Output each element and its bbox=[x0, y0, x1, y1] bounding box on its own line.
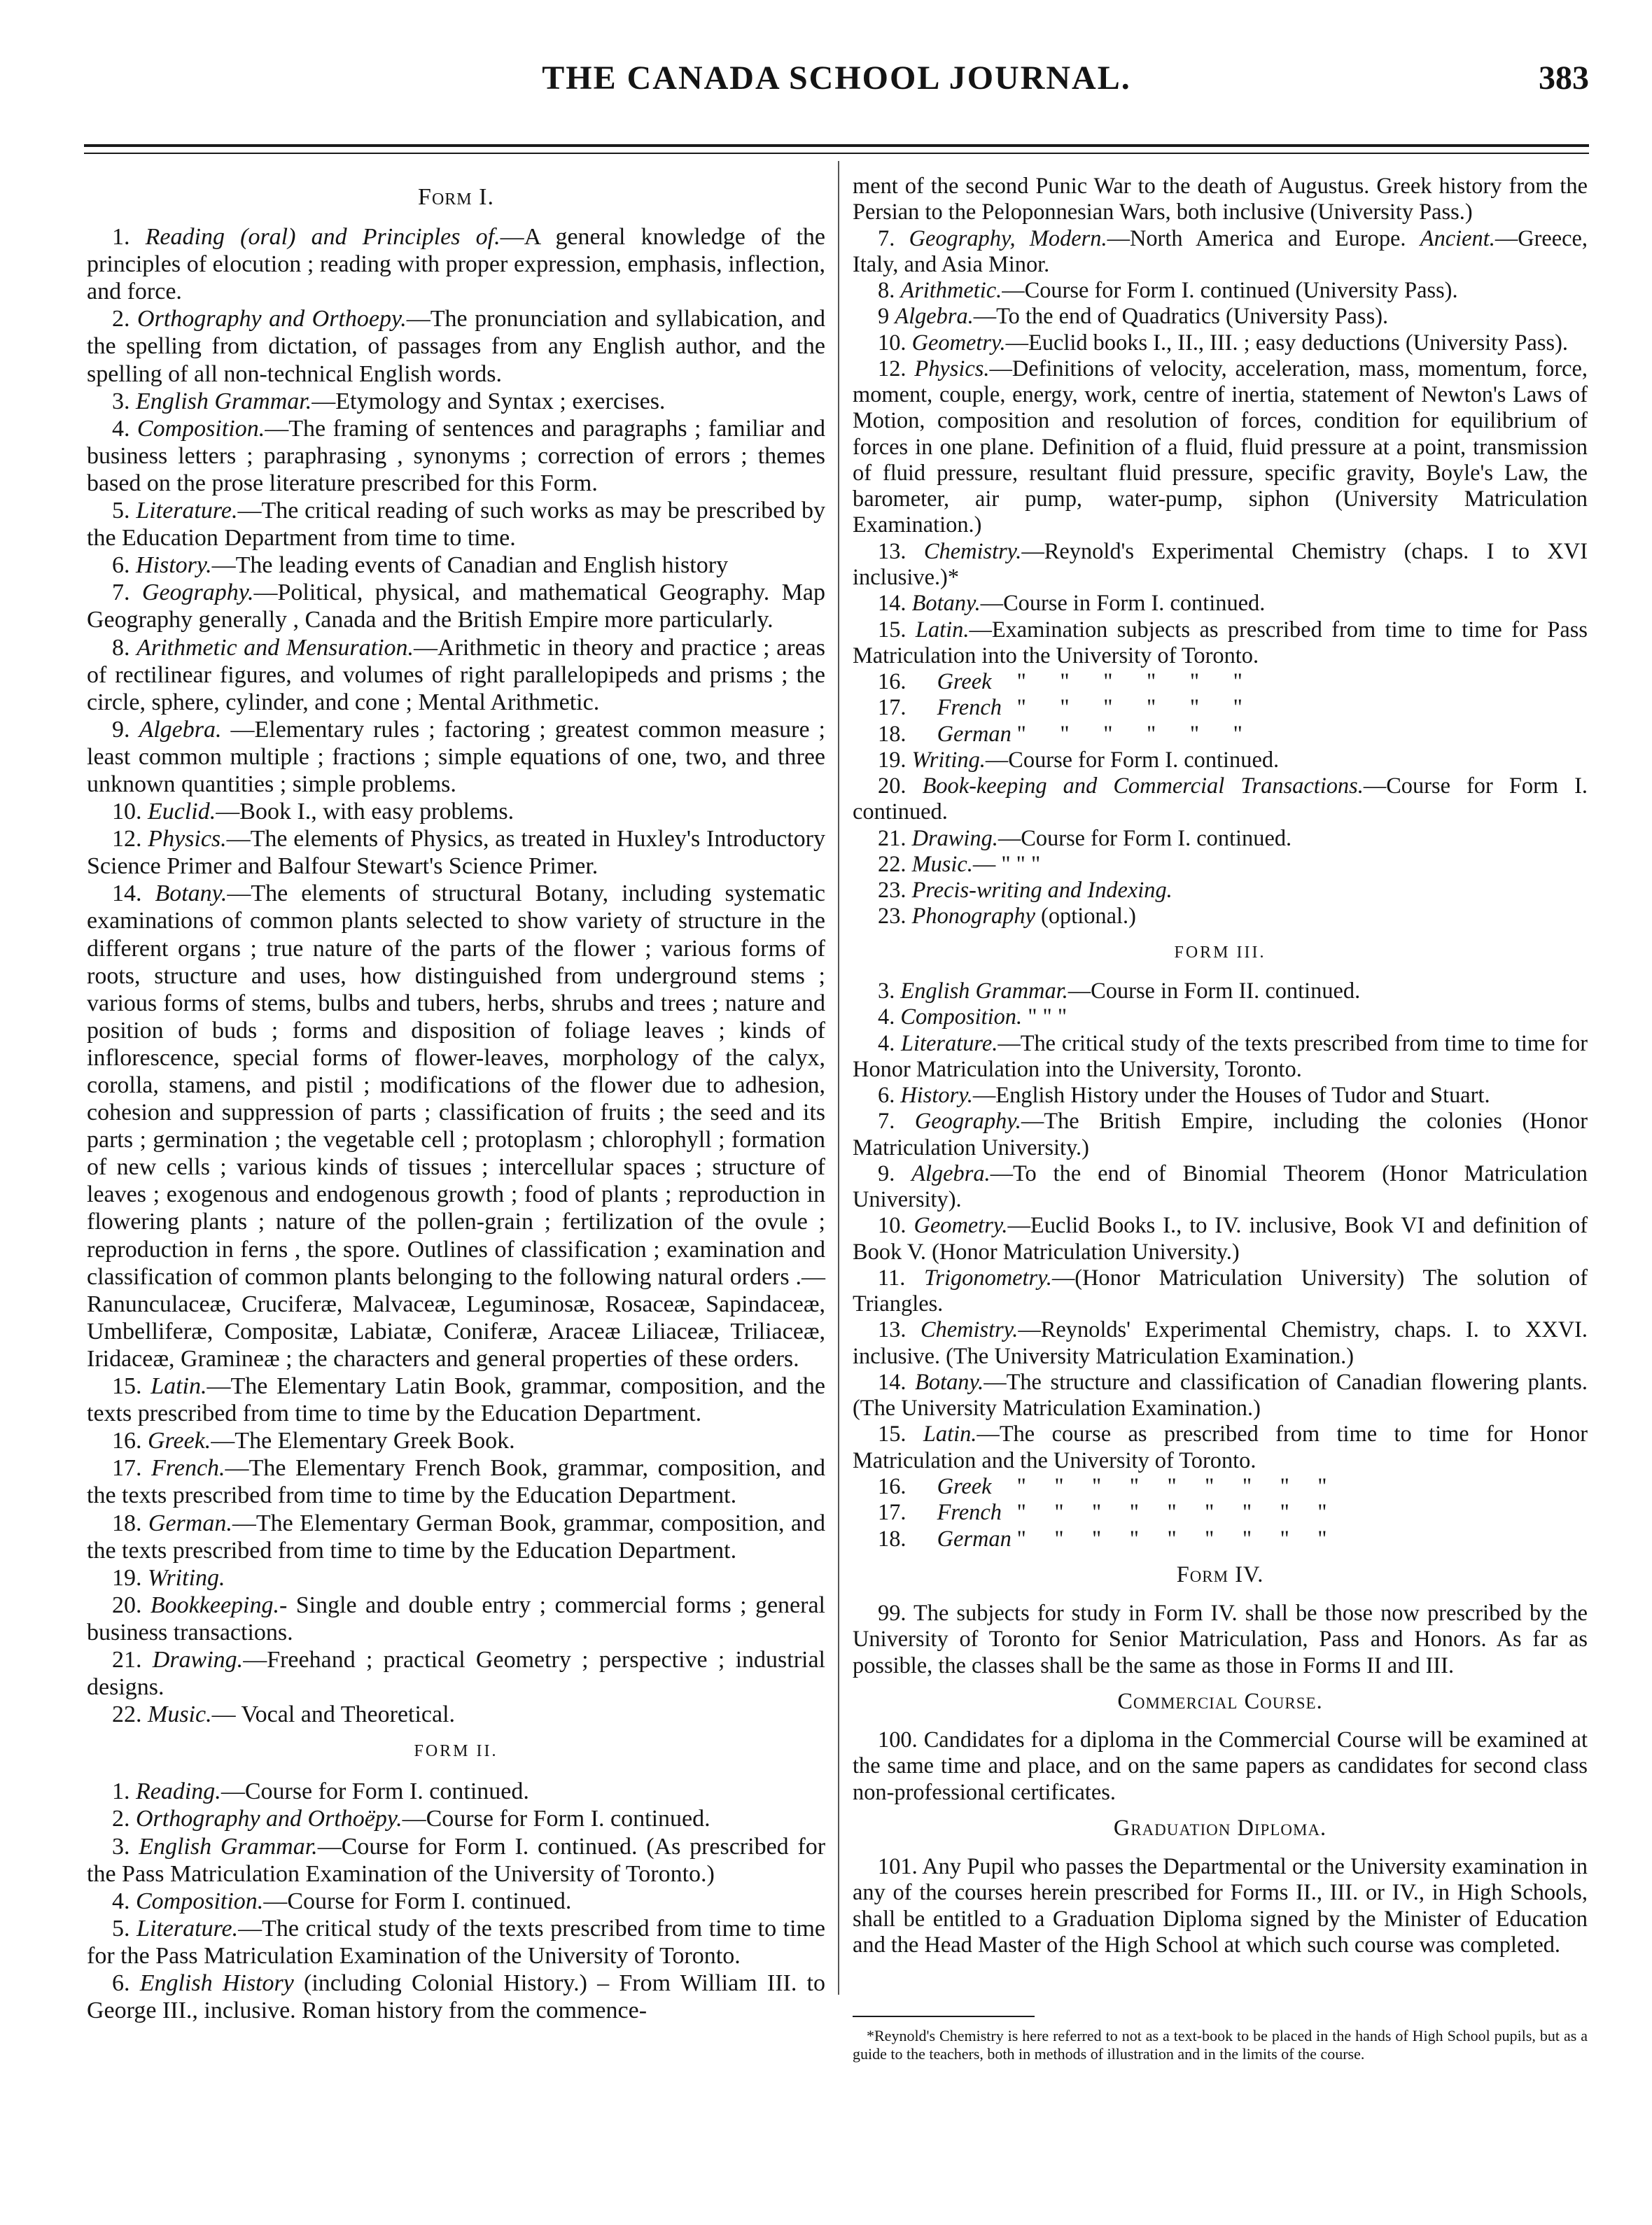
item-number: 4. bbox=[878, 1030, 895, 1056]
item-text: —North America and Europe. bbox=[1107, 225, 1420, 251]
commercial-text: 100. Candidates for a diploma in the Commercial Course will be examined at the same time and place, and on the same papers as candidates for second class non-professional certificates. bbox=[853, 1727, 1588, 1805]
item-number: 21. bbox=[878, 825, 906, 851]
list-item bbox=[87, 1592, 825, 1646]
item-text: —Course in Form II. continued. bbox=[1068, 978, 1361, 1004]
item-subject: Orthography and Orthoëpy. bbox=[136, 1806, 402, 1832]
item-subject: Physics. bbox=[148, 826, 227, 852]
footnote bbox=[853, 2027, 1588, 2063]
item-subject: Drawing. bbox=[152, 1646, 244, 1673]
item-text: - Single and double entry ; commercial forms ; general business transactions. bbox=[87, 1592, 825, 1645]
item-text: —Course for Form I. continued. bbox=[997, 825, 1292, 851]
item-subject: Book-keeping and Commercial Transactions. bbox=[922, 773, 1364, 799]
item-number: 1. bbox=[112, 224, 130, 251]
form4-text: 99. The subjects for study in Form IV. shall be those now prescribed by the University of Toronto for Senior Matriculation, Pass and Honors. As far as possible, the classes shall be the same as those in Forms II and III. bbox=[853, 1601, 1588, 1678]
list-item bbox=[853, 226, 1588, 279]
item-subject: Composition. bbox=[136, 415, 265, 442]
item-text: —Definitions of velocity, acceleration, mass, momentum, force, moment, couple, energy, work, centre of inertia, statement of Newton's Laws of Motion, composition and resolution of forces, condition for equilibrium of forces in one plane. Definition of a fluid, fluid pressure at a point, transmission of fluid pressure, resultant fluid pressure, specific gravity, Boyle's Law, the barometer, air pump, water-pump, siphon (University Matriculation Examination.) bbox=[853, 356, 1588, 538]
ditto-marks: " " " " " " bbox=[1016, 695, 1242, 721]
item-subject: Geometry. bbox=[911, 330, 1006, 356]
list-item bbox=[87, 716, 825, 798]
header-rule-thin bbox=[84, 153, 1589, 154]
item-subject-secondary: Ancient. bbox=[1420, 225, 1495, 251]
list-item bbox=[87, 1646, 825, 1701]
list-item bbox=[853, 304, 1588, 330]
ditto-row bbox=[853, 1526, 1588, 1552]
item-subject: German. bbox=[148, 1510, 232, 1536]
item-text: —Euclid Books I., to IV. inclusive, Book VI and definition of Book V. (Honor Matriculation University.) bbox=[853, 1213, 1588, 1265]
form4-heading: Form IV. bbox=[1176, 1561, 1264, 1587]
item-text: —To the end of Binomial Theorem (Honor Matriculation University). bbox=[853, 1160, 1588, 1213]
item-subject: Phonography bbox=[911, 904, 1035, 929]
item-text: —The critical study of the texts prescribed from time to time for Honor Matriculation into the University, Toronto. bbox=[853, 1030, 1588, 1082]
item-number: 7. bbox=[878, 225, 895, 251]
item-subject: Latin. bbox=[150, 1373, 207, 1400]
list-item bbox=[87, 1454, 825, 1509]
item-subject: Literature. bbox=[136, 498, 238, 524]
list-item bbox=[87, 552, 825, 579]
item-subject: Geography. bbox=[141, 580, 254, 606]
ditto-marks: " " " " " " " " " bbox=[1016, 1474, 1327, 1500]
item-subject: English Grammar. bbox=[900, 978, 1068, 1004]
page-number: 383 bbox=[1539, 59, 1589, 97]
form3-list bbox=[853, 978, 1588, 1474]
item-subject: Botany. bbox=[915, 1369, 984, 1395]
item-text: —Etymology and Syntax ; exercises. bbox=[312, 388, 666, 414]
list-item bbox=[853, 1213, 1588, 1265]
item-text: —Course for Form I. continued. (As prescribed for the Pass Matriculation Examination of the University of Toronto.) bbox=[87, 1833, 826, 1887]
item-subject: English History bbox=[139, 1970, 294, 1996]
list-item bbox=[87, 1701, 825, 1728]
list-item bbox=[87, 305, 825, 387]
item-subject: Writing. bbox=[148, 1564, 225, 1591]
list-item bbox=[853, 1004, 1588, 1030]
item-text: —The Elementary Latin Book, grammar, composition, and the texts prescribed from time to time by the Education Department. bbox=[87, 1373, 825, 1427]
item-subject: French bbox=[937, 695, 1002, 721]
form1-list bbox=[87, 223, 825, 1728]
item-subject: History. bbox=[900, 1083, 973, 1109]
item-number: 14. bbox=[112, 880, 142, 907]
item-text: —The Elementary French Book, grammar, composition, and the texts prescribed from time to time by the Education Department. bbox=[87, 1455, 825, 1509]
page-header bbox=[84, 52, 1589, 108]
item-text: —Course for Form I. continued. bbox=[853, 773, 1588, 825]
list-item bbox=[87, 1564, 825, 1592]
item-number: 10. bbox=[112, 799, 142, 825]
item-number: 16. bbox=[112, 1428, 142, 1454]
item-subject: Composition. bbox=[900, 1004, 1023, 1030]
item-text-secondary: —Greece, Italy, and Asia Minor. bbox=[853, 225, 1588, 277]
item-subject: Literature. bbox=[136, 1915, 239, 1942]
item-number: 7. bbox=[878, 1109, 895, 1135]
item-text: —Euclid books I., II., III. ; easy deductions (University Pass). bbox=[1005, 330, 1568, 356]
item-number: 19. bbox=[878, 747, 906, 773]
item-number: 22. bbox=[878, 851, 906, 877]
item-number: 16. bbox=[878, 1474, 906, 1500]
graduation-text: 101. Any Pupil who passes the Departmental or the University examination in any of the courses herein prescribed for Forms II., III. or IV., in High Schools, shall be entitled to a Graduation Diploma signed by the Minister of Education and the Head Master of the High School at which such course was completed. bbox=[853, 1854, 1588, 1958]
item-number: 23. bbox=[878, 878, 906, 904]
item-number: 14. bbox=[878, 1369, 906, 1395]
list-item bbox=[87, 1427, 825, 1454]
item-subject: Geometry. bbox=[913, 1213, 1008, 1239]
ditto-row bbox=[853, 1474, 1588, 1500]
item-subject: Latin. bbox=[915, 617, 969, 643]
item-number: 23. bbox=[878, 904, 906, 929]
list-item bbox=[87, 1373, 825, 1427]
item-text: —The elements of structural Botany, including systematic examinations of common plants selected to show variety of structure in the different organs ; true nature of the parts of the flower ; various forms of roots, structure and uses, how distinguished from underground stems ; various forms of stems, bulbs and tubers, herbs, shrubs and trees ; nature and position of buds ; forms and disposition of foliage leaves ; kinds of inflorescence, special forms of flower-leaves, morphology of the calyx, corolla, stamens, and pistil ; modifications of the flower due to adhesion, cohesion and suppression of parts ; classification of fruits ; the seed and its parts ; germination ; the vegetable cell ; protoplasm ; chlorophyll ; formation of new cells ; various kinds of tissues ; intercellular spaces ; structure of leaves ; exogenous and endogenous growth ; food of plants ; reproduction in flowering plants ; nature of the pollen-grain ; fertilization of the ovule ; reproduction in ferns , the spore. Outlines of classification ; examination and classification of common plants belonging to the following natural orders .—Ranunculaceæ, Cruciferæ, Malvaceæ, Leguminosæ, Rosaceæ, Sapindaceæ, Umbelliferæ, Compositæ, Labiatæ, Coniferæ, Araceæ Liliaceæ, Triliaceæ, Iridaceæ, Gramineæ ; the characters and general properties of these orders. bbox=[87, 880, 825, 1372]
item-text: — " " " bbox=[972, 851, 1041, 877]
list-item bbox=[853, 878, 1588, 904]
list-item bbox=[87, 634, 825, 716]
list-item bbox=[853, 852, 1588, 878]
ditto-row bbox=[853, 669, 1588, 695]
item-number: 9. bbox=[878, 1160, 895, 1186]
list-item bbox=[853, 539, 1588, 591]
list-item bbox=[853, 978, 1588, 1004]
item-text: —A general knowledge of the principles of elocution ; reading with proper expression, emphasis, inflection, and force. bbox=[87, 224, 825, 305]
item-subject: Botany. bbox=[911, 591, 981, 617]
item-subject: Chemistry. bbox=[920, 1317, 1018, 1343]
item-text: —Political, physical, and mathematical Geography. Map Geography generally , Canada and the British Empire more particularly. bbox=[87, 580, 826, 633]
item-number: 9. bbox=[112, 716, 130, 743]
list-item bbox=[853, 1109, 1588, 1161]
item-number: 8. bbox=[878, 278, 895, 304]
item-number: 12. bbox=[878, 356, 906, 381]
item-text: —The pronunciation and syllabication, and the spelling from dictation, of passages from any English author, and the spelling of all non-technical English words. bbox=[87, 306, 825, 387]
item-text: —Course for Form I. continued (University Pass). bbox=[1002, 278, 1458, 304]
item-text: —The Elementary Greek Book. bbox=[211, 1428, 515, 1454]
list-item bbox=[853, 1161, 1588, 1214]
journal-title: THE CANADA SCHOOL JOURNAL. bbox=[542, 59, 1131, 97]
header-rule-thick bbox=[84, 144, 1589, 147]
list-item bbox=[853, 747, 1588, 773]
form2-list bbox=[87, 1778, 825, 2024]
item-subject: Algebra. bbox=[895, 304, 974, 330]
item-number: 6. bbox=[878, 1083, 895, 1109]
list-item bbox=[853, 330, 1588, 356]
list-item bbox=[853, 826, 1588, 852]
item-subject: Writing. bbox=[911, 747, 986, 773]
item-subject: Literature. bbox=[901, 1030, 998, 1056]
item-subject: Greek bbox=[937, 1474, 992, 1500]
ditto-rows-form3 bbox=[853, 1474, 1588, 1552]
ditto-row bbox=[853, 1500, 1588, 1526]
list-item bbox=[853, 1317, 1588, 1370]
item-number: 13. bbox=[878, 1317, 906, 1343]
item-number: 15. bbox=[112, 1373, 142, 1400]
item-subject: Physics. bbox=[914, 356, 990, 381]
item-subject: Reading. bbox=[136, 1778, 221, 1805]
item-number: 16. bbox=[878, 669, 906, 695]
list-item bbox=[853, 1265, 1588, 1318]
list-item bbox=[87, 1805, 825, 1832]
item-number: 3. bbox=[112, 1833, 130, 1860]
item-subject: Greek bbox=[937, 669, 992, 695]
list-item bbox=[87, 415, 825, 497]
list-item bbox=[87, 1833, 825, 1888]
item-text: —The elements of Physics, as treated in Huxley's Introductory Science Primer and Balfour Stewart's Science Primer. bbox=[87, 826, 826, 880]
list-item bbox=[87, 1888, 825, 1915]
item-number: 7. bbox=[112, 580, 130, 606]
form2-list-continued bbox=[853, 226, 1588, 670]
item-subject: Greek. bbox=[148, 1428, 211, 1454]
item-text: —The leading events of Canadian and English history bbox=[211, 552, 729, 579]
item-number: 4. bbox=[878, 1004, 895, 1030]
graduation-heading: Graduation Diploma. bbox=[1113, 1815, 1327, 1841]
item-text: —Examination subjects as prescribed from time to time for Pass Matriculation into the University of Toronto. bbox=[853, 617, 1588, 668]
commercial-heading: Commercial Course. bbox=[1117, 1688, 1323, 1714]
item-subject: Geography, Modern. bbox=[909, 225, 1107, 251]
item-subject: History. bbox=[136, 552, 212, 579]
item-text: —Course for Form I. continued. bbox=[402, 1806, 710, 1832]
footnote-text: *Reynold's Chemistry is here referred to not as a text-book to be placed in the hands of High School pupils, but as a guide to the teachers, both in methods of illustration and in the limits of the course. bbox=[853, 2027, 1588, 2063]
item-number: 3. bbox=[878, 978, 895, 1004]
item-number: 20. bbox=[878, 773, 906, 799]
item-text: —Reynold's Experimental Chemistry (chaps. I to XVI inclusive.)* bbox=[853, 538, 1588, 590]
list-item bbox=[87, 497, 825, 552]
item-text: —To the end of Quadratics (University Pass). bbox=[973, 304, 1389, 330]
item-number: 18. bbox=[878, 721, 906, 747]
right-column bbox=[853, 174, 1588, 1958]
item-text: " " " bbox=[1022, 1004, 1068, 1030]
list-item bbox=[87, 825, 825, 880]
item-number: 9 bbox=[878, 304, 890, 330]
ditto-marks: " " " " " " bbox=[1016, 669, 1242, 695]
item-number: 22. bbox=[112, 1701, 142, 1728]
footnote-rule bbox=[853, 2016, 1035, 2017]
item-number: 21. bbox=[112, 1646, 142, 1673]
list-item bbox=[853, 904, 1588, 929]
item-number: 18. bbox=[878, 1526, 906, 1552]
item-subject: Arithmetic and Mensuration. bbox=[136, 634, 414, 661]
item-text: —The framing of sentences and paragraphs ; familiar and business letters ; paraphrasing , synonyms ; correction of errors ; themes based on the prose literature prescribed for this Form. bbox=[87, 415, 825, 496]
item-text: —English History under the Houses of Tudor and Stuart. bbox=[972, 1083, 1490, 1109]
item-subject: Bookkeeping. bbox=[150, 1592, 279, 1618]
item-text: —Book I., with easy problems. bbox=[216, 799, 514, 825]
column-divider bbox=[838, 161, 839, 1995]
item-text: —The critical reading of such works as may be prescribed by the Education Department from time to time. bbox=[87, 498, 825, 552]
list-item bbox=[87, 1915, 825, 1970]
list-item bbox=[853, 1422, 1588, 1474]
item-text: —The Elementary German Book, grammar, composition, and the texts prescribed from time to time by the Education Department. bbox=[87, 1510, 825, 1564]
form2-list-continued-b bbox=[853, 747, 1588, 930]
left-column bbox=[87, 174, 825, 2024]
item-subject: Orthography and Orthoepy. bbox=[137, 306, 407, 332]
item-number: 13. bbox=[878, 538, 906, 564]
list-item bbox=[853, 1083, 1588, 1109]
item-number: 15. bbox=[878, 617, 906, 643]
item-subject: Geography. bbox=[914, 1109, 1021, 1135]
item-number: 4. bbox=[112, 1888, 130, 1914]
item-number: 17. bbox=[112, 1455, 142, 1482]
item-number: 10. bbox=[878, 330, 906, 356]
item-subject: Reading (oral) and Principles of. bbox=[145, 224, 500, 251]
list-item bbox=[87, 880, 825, 1373]
item-number: 10. bbox=[878, 1213, 906, 1239]
item-subject: Music. bbox=[911, 851, 973, 877]
ditto-row bbox=[853, 695, 1588, 721]
item-subject: Algebra. bbox=[139, 716, 222, 743]
item-number: 1. bbox=[112, 1778, 130, 1805]
list-item bbox=[853, 356, 1588, 539]
list-item bbox=[853, 773, 1588, 826]
item-text: —(Honor Matriculation University) The solution of Triangles. bbox=[853, 1265, 1588, 1317]
item-subject: Algebra. bbox=[911, 1160, 990, 1186]
item-subject: French. bbox=[151, 1455, 225, 1482]
item-subject: Arithmetic. bbox=[900, 278, 1002, 304]
item-number: 5. bbox=[112, 498, 130, 524]
item-number: 14. bbox=[878, 591, 906, 617]
item-subject: English Grammar. bbox=[136, 388, 312, 414]
item-number: 2. bbox=[112, 1806, 130, 1832]
list-item bbox=[853, 1031, 1588, 1083]
item-number: 2. bbox=[112, 306, 130, 332]
ditto-row bbox=[853, 722, 1588, 747]
form1-heading: Form I. bbox=[418, 184, 494, 210]
item-number: 4. bbox=[112, 415, 130, 442]
item-subject: Botany. bbox=[155, 880, 227, 907]
item-text: —Course for Form I. continued. bbox=[263, 1888, 572, 1914]
item-number: 3. bbox=[112, 388, 130, 414]
item-subject: German bbox=[937, 1526, 1011, 1552]
list-item bbox=[87, 223, 825, 305]
item-text: (including Colonial History.) – From William III. to George III., inclusive. Roman history from the commence- bbox=[87, 1970, 825, 2024]
item-text: —Freehand ; practical Geometry ; perspective ; industrial designs. bbox=[87, 1646, 826, 1701]
item-text: —Course for Form I. continued. bbox=[220, 1778, 529, 1805]
ditto-marks: " " " " " " " " " bbox=[1016, 1500, 1327, 1526]
ditto-marks: " " " " " " " " " bbox=[1016, 1526, 1327, 1552]
item-number: 11. bbox=[878, 1265, 906, 1291]
item-text: —Elementary rules ; factoring ; greatest common measure ; least common multiple ; fractions ; simple equations of one, two, and three unknown quantities ; simple problems. bbox=[87, 716, 826, 797]
list-item bbox=[853, 617, 1588, 670]
list-item bbox=[87, 579, 825, 633]
continuation-text: ment of the second Punic War to the death of Augustus. Greek history from the Persian to the Peloponnesian Wars, both inclusive (University Pass.) bbox=[853, 174, 1588, 225]
list-item bbox=[87, 1510, 825, 1564]
item-number: 17. bbox=[878, 1500, 906, 1526]
item-subject: Chemistry. bbox=[923, 538, 1022, 564]
item-subject: Drawing. bbox=[911, 825, 998, 851]
item-text: —Reynolds' Experimental Chemistry, chaps. I. to XXVI. inclusive. (The University Matriculation Examination.) bbox=[853, 1317, 1588, 1369]
item-number: 8. bbox=[112, 634, 130, 661]
item-text: —The British Empire, including the colonies (Honor Matriculation University.) bbox=[853, 1109, 1588, 1160]
item-subject: French bbox=[937, 1500, 1002, 1526]
item-text: —Course for Form I. continued. bbox=[985, 747, 1280, 773]
item-subject: English Grammar. bbox=[139, 1833, 318, 1860]
item-subject: German bbox=[937, 721, 1011, 747]
item-number: 20. bbox=[112, 1592, 142, 1618]
ditto-rows-form2 bbox=[853, 669, 1588, 747]
item-text: —The critical study of the texts prescribed from time to time for the Pass Matriculation Examination of the University of Toronto. bbox=[87, 1915, 826, 1969]
list-item bbox=[87, 1970, 825, 2024]
item-text: —Course in Form I. continued. bbox=[980, 591, 1266, 617]
list-item bbox=[87, 798, 825, 825]
item-number: 12. bbox=[112, 826, 142, 852]
ditto-marks: " " " " " " bbox=[1016, 721, 1242, 747]
item-text: (optional.) bbox=[1035, 904, 1136, 929]
item-subject: Composition. bbox=[136, 1888, 264, 1914]
item-text: —The course as prescribed from time to time for Honor Matriculation and the University of Toronto. bbox=[853, 1422, 1588, 1473]
item-subject: Music. bbox=[148, 1701, 212, 1728]
form3-heading: FORM III. bbox=[1174, 943, 1266, 962]
item-number: 18. bbox=[112, 1510, 142, 1536]
list-item bbox=[853, 591, 1588, 617]
item-number: 5. bbox=[112, 1915, 130, 1942]
item-number: 17. bbox=[878, 695, 906, 721]
item-number: 6. bbox=[112, 552, 130, 579]
list-item bbox=[853, 278, 1588, 304]
item-subject: Trigonometry. bbox=[924, 1265, 1052, 1291]
list-item bbox=[853, 1370, 1588, 1422]
item-subject: Euclid. bbox=[148, 799, 216, 825]
form2-heading: FORM II. bbox=[414, 1742, 498, 1761]
item-text: —Arithmetic in theory and practice ; areas of rectilinear figures, and volumes of right parallelopipeds and prisms ; the circle, sphere, cylinder, and cone ; Mental Arithmetic. bbox=[87, 634, 825, 715]
item-text: — Vocal and Theoretical. bbox=[211, 1701, 456, 1728]
item-subject: Precis-writing and Indexing. bbox=[911, 878, 1172, 904]
item-number: 6. bbox=[112, 1970, 130, 1996]
list-item bbox=[87, 388, 825, 415]
item-number: 15. bbox=[878, 1422, 906, 1447]
item-subject: Latin. bbox=[923, 1422, 977, 1447]
item-text: —The structure and classification of Canadian flowering plants. (The University Matriculation Examination.) bbox=[853, 1369, 1588, 1422]
list-item bbox=[87, 1778, 825, 1805]
item-number: 19. bbox=[112, 1564, 142, 1591]
